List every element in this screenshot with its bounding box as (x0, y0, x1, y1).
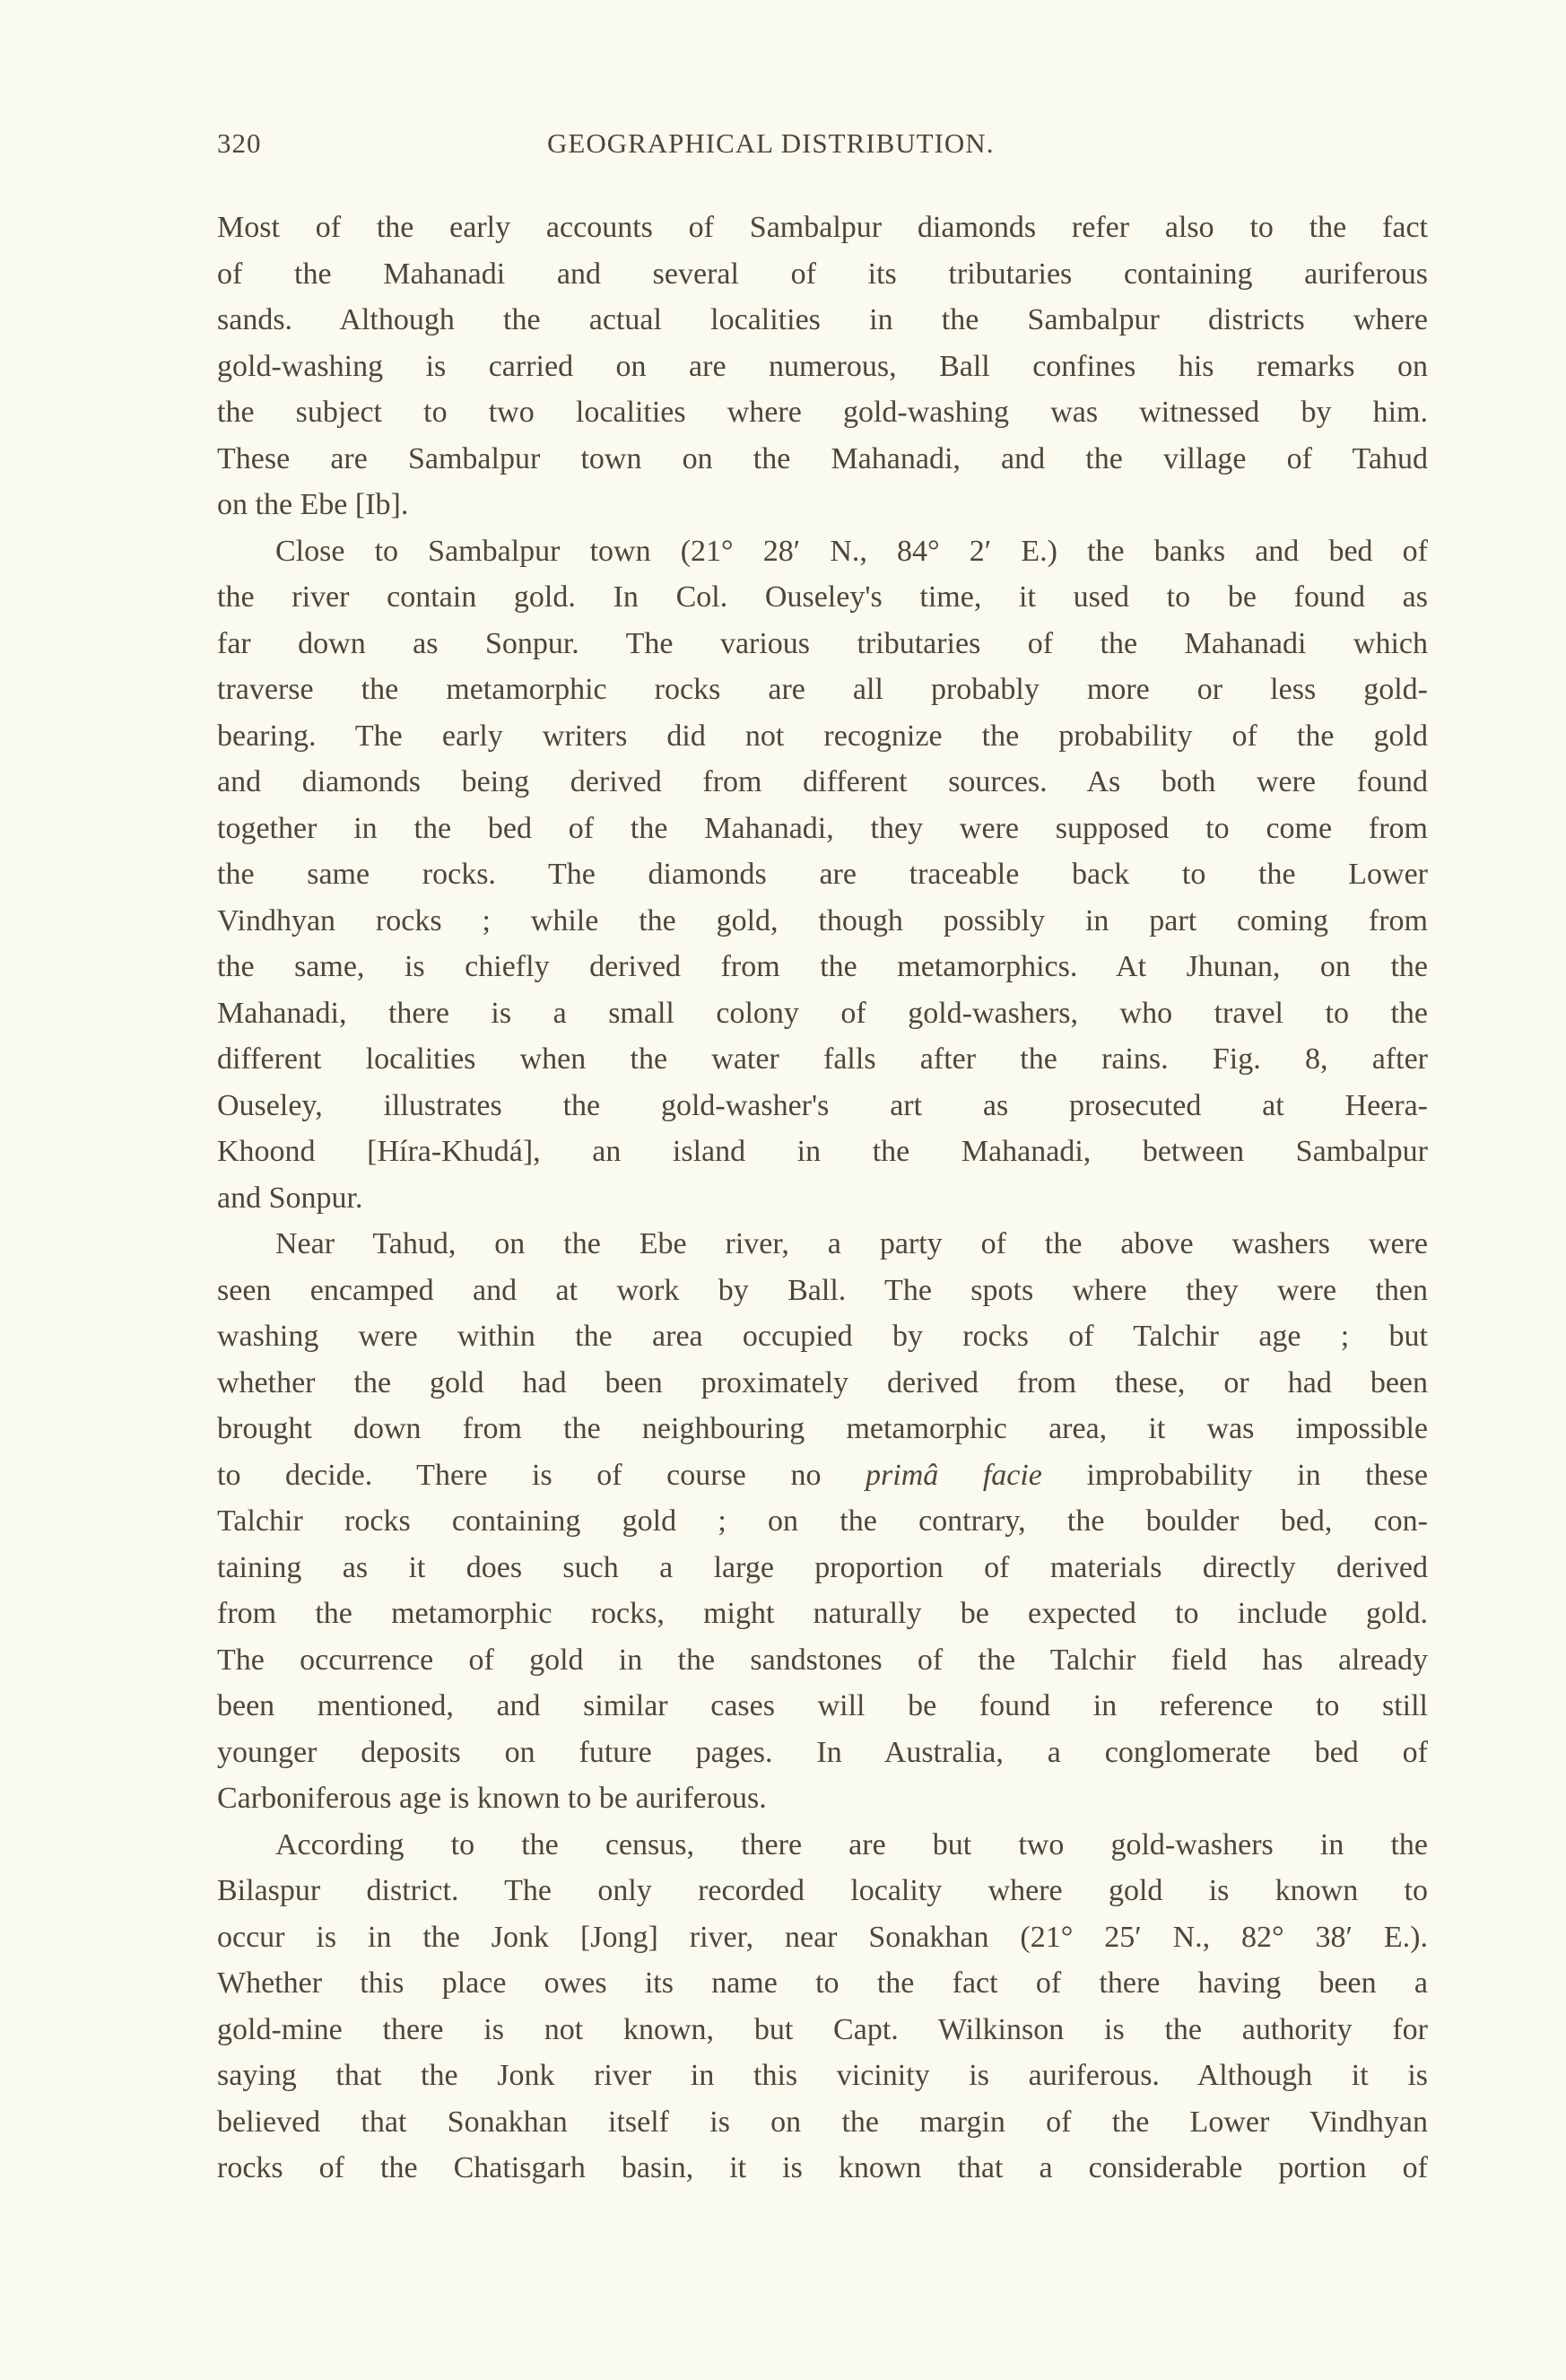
text-line: Bilaspur district. The only recorded locality where gold is known to (217, 1874, 1428, 1907)
text-line: brought down from the neighbouring metamorphic area, it was impossible (217, 1412, 1428, 1445)
page-number: 320 (217, 127, 262, 159)
page-header (217, 127, 1428, 172)
text-line: bearing. The early writers did not recognize the probability of the gold (217, 719, 1428, 753)
text-line: Near Tahud, on the Ebe river, a party of the above washers were (275, 1227, 1428, 1260)
text-line: seen encamped and at work by Ball. The spots where they were then (217, 1273, 1428, 1307)
text-line: washing were within the area occupied by rocks of Talchir age ; but (217, 1320, 1428, 1353)
text-line: occur is in the Jonk [Jong] river, near Sonakhan (21° 25′ N., 82° 38′ E.). (217, 1920, 1428, 1954)
text-line: of the Mahanadi and several of its tributaries containing auriferous (217, 257, 1428, 291)
text-line: traverse the metamorphic rocks are all probably more or less gold- (217, 673, 1428, 706)
text-line: saying that the Jonk river in this vicinity is auriferous. Although it is (217, 2059, 1428, 2092)
text-line: Vindhyan rocks ; while the gold, though possibly in part coming from (217, 903, 1428, 937)
text-line: from the metamorphic rocks, might naturally be expected to include gold. (217, 1597, 1428, 1630)
text-line: Whether this place owes its name to the fact of there having been a (217, 1966, 1428, 2000)
text-segment: to decide. There is of course no (217, 1458, 866, 1492)
body-text (217, 205, 1428, 2192)
text-line: taining as it does such a large proportion of materials directly derived (217, 1550, 1428, 1584)
text-line: and Sonpur. (217, 1181, 363, 1215)
text-line: and diamonds being derived from different sources. As both were found (217, 765, 1428, 798)
text-line: been mentioned, and similar cases will be found in reference to still (217, 1689, 1428, 1722)
text-line: gold-washing is carried on are numerous, Ball confines his remarks on (217, 349, 1428, 383)
text-line: on the Ebe [Ib]. (217, 488, 409, 521)
paragraph (217, 205, 1428, 528)
text-line: younger deposits on future pages. In Australia, a conglomerate bed of (217, 1735, 1428, 1769)
text-line (217, 1452, 1428, 1499)
text-line: rocks of the Chatisgarh basin, it is known that a considerable portion of (217, 2151, 1428, 2184)
text-line: sands. Although the actual localities in the Sambalpur districts where (217, 303, 1428, 336)
text-line: Carboniferous age is known to be auriferous. (217, 1782, 767, 1815)
text-line: These are Sambalpur town on the Mahanadi, and the village of Tahud (217, 441, 1428, 475)
text-line: different localities when the water falls after the rains. Fig. 8, after (217, 1042, 1428, 1076)
text-line: Khoond [Híra-Khudá], an island in the Mahanadi, between Sambalpur (217, 1135, 1428, 1168)
paragraph (217, 528, 1428, 1222)
text-line: According to the census, there are but two gold-washers in the (275, 1827, 1428, 1861)
text-line: far down as Sonpur. The various tributaries of the Mahanadi which (217, 626, 1428, 660)
paragraph (217, 1822, 1428, 2192)
text-line: believed that Sonakhan itself is on the margin of the Lower Vindhyan (217, 2105, 1428, 2139)
text-line: the river contain gold. In Col. Ouseley's time, it used to be found as (217, 580, 1428, 614)
text-line: Ouseley, illustrates the gold-washer's art as prosecuted at Heera- (217, 1088, 1428, 1122)
text-line: the same rocks. The diamonds are traceable back to the Lower (217, 858, 1428, 891)
text-line: Most of the early accounts of Sambalpur diamonds refer also to the fact (217, 211, 1428, 244)
text-line: gold-mine there is not known, but Capt. Wilkinson is the authority for (217, 2012, 1428, 2046)
text-line: Talchir rocks containing gold ; on the contrary, the boulder bed, con- (217, 1504, 1428, 1538)
text-line: Close to Sambalpur town (21° 28′ N., 84° 2′ E.) the banks and bed of (275, 534, 1428, 568)
text-segment: improbability in these (1041, 1458, 1428, 1492)
text-line: together in the bed of the Mahanadi, they were supposed to come from (217, 811, 1428, 845)
running-head: GEOGRAPHICAL DISTRIBUTION. (547, 127, 995, 159)
text-line: The occurrence of gold in the sandstones of the Talchir field has already (217, 1643, 1428, 1677)
text-line: the subject to two localities where gold-washing was witnessed by him. (217, 396, 1428, 429)
text-line: Mahanadi, there is a small colony of gold-washers, who travel to the (217, 996, 1428, 1030)
paragraph (217, 1221, 1428, 1822)
text-line: the same, is chiefly derived from the metamorphics. At Jhunan, on the (217, 950, 1428, 983)
italic-phrase: primâ facie (866, 1458, 1042, 1492)
text-line: whether the gold had been proximately derived from these, or had been (217, 1365, 1428, 1399)
